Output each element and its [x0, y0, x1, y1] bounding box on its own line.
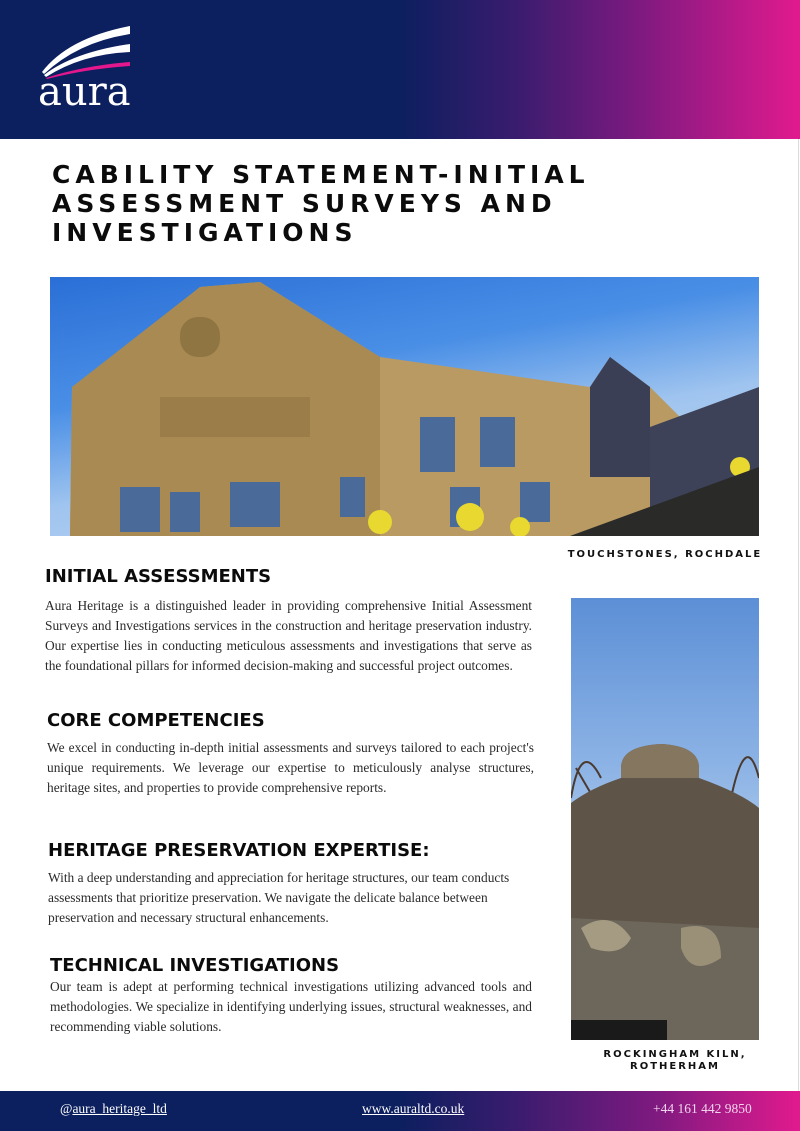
kiln-caption-line-1: ROCKINGHAM KILN,: [603, 1049, 747, 1060]
phone-number[interactable]: +44 161 442 9850: [653, 1101, 752, 1116]
aura-logo[interactable]: [38, 20, 138, 120]
section-technical-investigations: [50, 955, 532, 1037]
footer-bar: [0, 1091, 800, 1131]
section-heading: INITIAL ASSESSMENTS: [45, 566, 272, 587]
kiln-caption-line-2: ROTHERHAM: [630, 1061, 720, 1072]
page-edge: [798, 139, 799, 1091]
website-link[interactable]: www.auraltd.co.uk: [362, 1101, 465, 1116]
section-body: We excel in conducting in-depth initial assessments and surveys tailored to each project's unique requirements. We leverage our expertise to meticulously analyse structures, heritage sites, and properties to provide comprehensive reports.: [47, 740, 534, 795]
social-handle-link[interactable]: [60, 1101, 167, 1117]
section-core-competencies: [47, 710, 534, 798]
section-body: With a deep understanding and appreciation for heritage structures, our team conducts assessments that prioritize preservation. We navigate the delicate balance between preservation and necessary structural enhancements.: [48, 870, 510, 925]
building-illustration: [50, 277, 759, 536]
main-photo-caption: TOUCHSTONES, ROCHDALE: [567, 549, 763, 560]
logo-wordmark: aura: [38, 69, 131, 115]
section-body: Aura Heritage is a distinguished leader in providing comprehensive Initial Assessment Surveys and Investigations services in the construction and heritage preservation industry. Our expertise lies in conducting meticulous assessments and investigations that serve as the foundational pillars for informed decision-making and successful project outcomes.: [45, 598, 532, 673]
section-initial-assessments: [45, 566, 532, 676]
rockingham-kiln-photo: [571, 598, 759, 1040]
kiln-photo-caption: [570, 1049, 780, 1073]
at-symbol: @: [60, 1101, 73, 1116]
section-heritage-preservation: [48, 840, 535, 928]
section-heading: HERITAGE PRESERVATION EXPERTISE:: [48, 840, 430, 861]
section-heading: CORE COMPETENCIES: [47, 710, 265, 731]
page-title: CABILITY STATEMENT-INITIAL ASSESSMENT SURVEYS AND INVESTIGATIONS: [52, 160, 590, 247]
header-banner: [0, 0, 800, 139]
social-handle: aura_heritage_ltd: [72, 1101, 167, 1116]
touchstones-photo: [50, 277, 759, 536]
section-body: Our team is adept at performing technical investigations utilizing advanced tools and methodologies. We specialize in identifying underlying issues, structural weaknesses, and recommending viable solutions.: [50, 979, 532, 1034]
section-heading: TECHNICAL INVESTIGATIONS: [50, 955, 340, 976]
kiln-illustration: [571, 598, 759, 1040]
